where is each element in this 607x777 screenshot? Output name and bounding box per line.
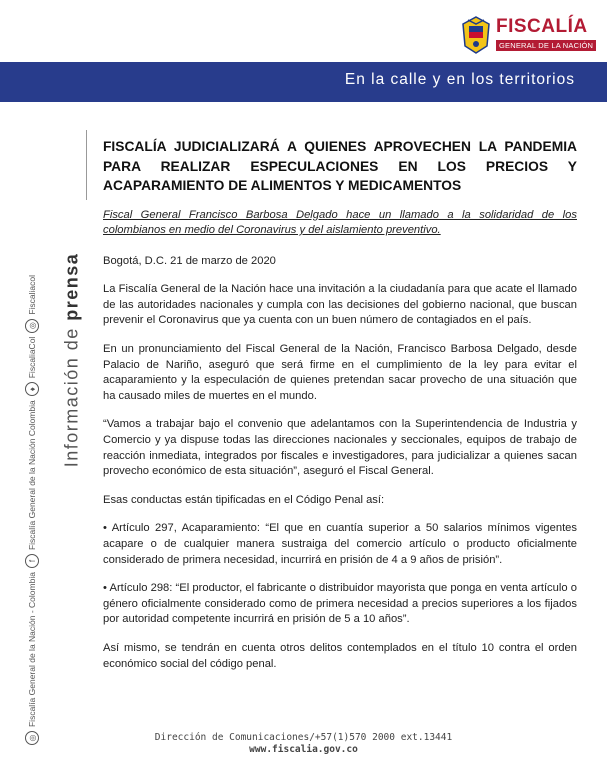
- article-paragraph: Así mismo, se tendrán en cuenta otros delitos contemplados en el título 10 contra el orden económico social del código penal.: [103, 641, 577, 670]
- article-paragraph: Esas conductas están tipificadas en el Código Penal así:: [103, 493, 385, 506]
- article-paragraph: La Fiscalía General de la Nación hace una invitación a la ciudadanía para que acate el llamado de las autoridades nacionales y cumpla con las decisiones del gobierno nacional, que buscan prevenir el Coronavirus que ya cuenta con un buen número de contagiados en el país.: [103, 283, 577, 327]
- article-title: FISCALÍA JUDICIALIZARÁ A QUIENES APROVECHEN LA PANDEMIA PARA REALIZAR ESPECULACIONES EN LOS PRECIOS Y ACAPARAMIENTO DE ALIMENTOS Y MEDICAMENTOS: [103, 139, 577, 193]
- sidebar: [0, 120, 100, 742]
- article-paragraph: En un pronunciamiento del Fiscal General de la Nación, Francisco Barbosa Delgado, desde Palacio de Nariño, aseguró que será firme en el cumplimiento de la ley para evitar el acaparamiento y la especulación de quienes pretendan sacar provecho de una situación que ha causado miles de muertes en el mundo.: [103, 343, 577, 402]
- fiscalia-logo: [460, 14, 600, 56]
- instagram-icon: ◎: [25, 731, 39, 745]
- article-subtitle: Fiscal General Francisco Barbosa Delgado hace un llamado a la solidaridad de los colombianos en medio del Coronavirus y del aislamiento preventivo.: [103, 208, 577, 237]
- sidebar-divider: [86, 130, 87, 200]
- article-paragraph: “Vamos a trabajar bajo el convenio que adelantamos con la Superintendencia de Industria y Comercio y ya dispuse todas las direcciones nacionales y seccionales, equipos de trabajo de reacción inmediata, integrados por fiscales e investigadores, para judicializar a quienes sacan provecho económico de esta situación”, aseguró el Fiscal General.: [103, 418, 577, 478]
- press-section-label: [62, 253, 83, 468]
- press-release: [103, 137, 577, 685]
- social-label-fiscalia-general[interactable]: Fiscalía General de la Nación - Colombia: [27, 572, 37, 728]
- article-bullet: • Artículo 297, Acaparamiento: “El que en cuantía superior a 50 salarios mínimos vigentes acapare o de cualquier manera sustraiga del comercio artículo o producto oficialmente considerado de primera necesidad, incurrirá en prisión de 4 a 9 años de prisión”.: [103, 522, 577, 566]
- logo-brand: FISCALÍA: [496, 16, 588, 37]
- colombia-seal-icon: [460, 16, 492, 54]
- article-bullet: • Artículo 298: “El productor, el fabricante o distribuidor mayorista que ponga en venta artículo o género oficialmente considerado como de primera necesidad a precios superiores a los fijados por autoridad competente incurrirá en prisión de 5 a 10 años”.: [103, 582, 577, 626]
- footer-contact: Dirección de Comunicaciones/+57(1)570 2000 ext.13441: [154, 732, 453, 743]
- social-label-twitter[interactable]: FiscaliaCol: [27, 336, 37, 379]
- instagram-icon: ◎: [25, 319, 39, 333]
- logo-subtitle: GENERAL DE LA NACIÓN: [496, 40, 596, 51]
- social-links: [25, 275, 39, 745]
- twitter-icon: ♦: [25, 382, 39, 396]
- facebook-icon: f: [25, 554, 39, 568]
- header-banner: [0, 62, 607, 102]
- article-dateline: Bogotá, D.C. 21 de marzo de 2020: [103, 254, 276, 267]
- social-label-facebook[interactable]: Fiscalía General de la Nación Colombia: [27, 400, 37, 551]
- banner-slogan: En la calle y en los territorios: [344, 71, 575, 88]
- press-label-bold: prensa: [61, 252, 82, 321]
- social-label-instagram[interactable]: Fiscaliacol: [27, 274, 37, 315]
- press-label-light: Información de: [61, 320, 82, 468]
- footer-website-link[interactable]: www.fiscalia.gov.co: [249, 744, 358, 755]
- footer: [0, 732, 607, 756]
